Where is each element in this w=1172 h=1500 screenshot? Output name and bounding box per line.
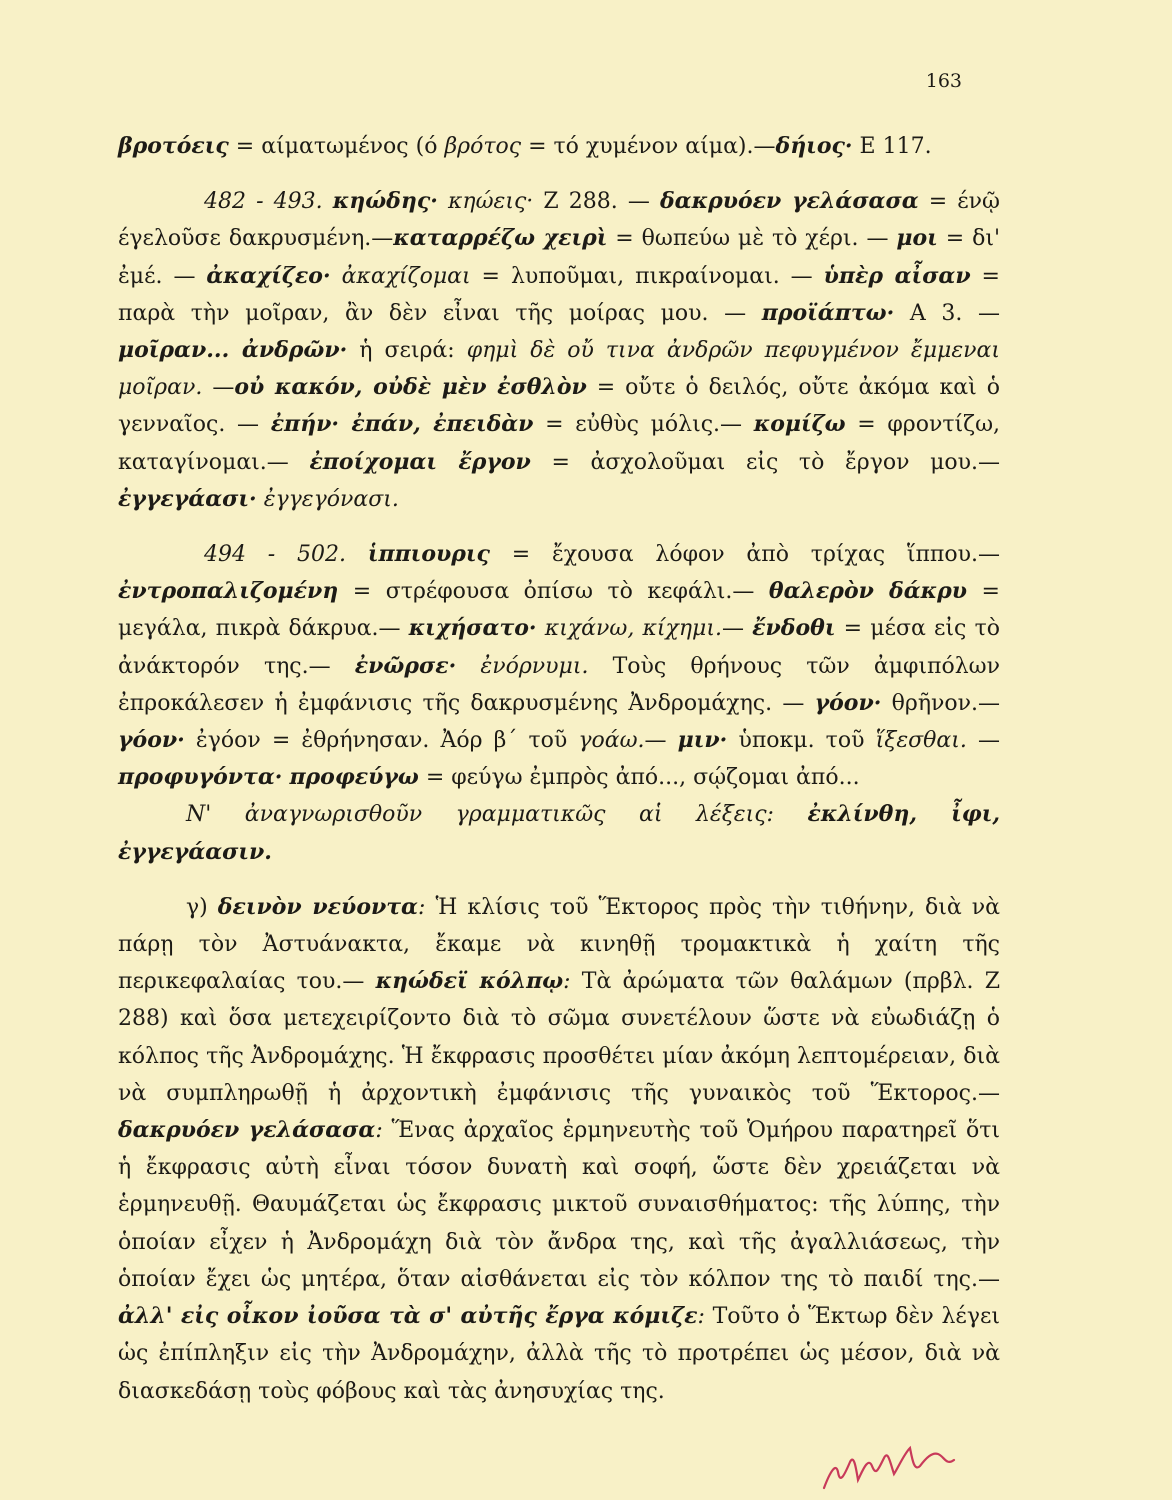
lemma: μιν· — [677, 727, 728, 754]
handwritten-signature — [820, 1432, 980, 1494]
text-run: = ἀσχολοῦμαι εἰς τὸ ἔργον μου.— — [530, 449, 1000, 475]
text-run: = θωπεύω μὲ τὸ χέρι. — — [607, 226, 897, 252]
text-run: — — [202, 375, 235, 401]
italic-text: ἐγγεγόνασι. — [263, 486, 399, 512]
lemma: ἐκλίνθη, ἶφι, ἐγγεγάασιν. — [118, 801, 1000, 865]
lemma: ἐπήν· ἐπάν, ἐπειδὰν — [270, 411, 534, 438]
lemma: κηώδεϊ κόλπῳ — [375, 968, 564, 995]
text-run — [774, 802, 807, 827]
text-run — [438, 189, 448, 214]
lemma: ἐποίχομαι ἔργον — [309, 448, 531, 475]
text-run — [331, 264, 342, 289]
text-run: = εὐθὺς μόλις.— — [533, 412, 754, 438]
lemma: ἀλλ' εἰς οἶκον ἰοῦσα τὰ σ' αὐτῆς ἔργα κόμιζε — [118, 1303, 698, 1330]
lemma: οὐ κακόν, οὐδὲ μὲν ἐσθλὸν — [234, 374, 587, 401]
text-run — [537, 616, 545, 641]
lemma: προφυγόντα· — [118, 764, 283, 791]
italic-text: φημὶ δὲ οὔ τινα ἀνδρῶν πεφυγμένον ἔμμεναι μοῖραν. — [118, 338, 1000, 401]
text-run: ἐγόον = ἐθρήνησαν. Ἀόρ β´ τοῦ — [184, 728, 579, 754]
italic-text: ἀκαχίζομαι — [341, 263, 471, 289]
text-run — [456, 654, 480, 679]
italic-text: βρότος — [444, 134, 522, 159]
lemma: μοι — [896, 225, 938, 252]
lemma: ἀκαχίζεο· — [206, 262, 331, 289]
lemma: βροτόεις — [118, 133, 229, 159]
text-run: = ἔχουσα λόφον ἀπὸ τρίχας ἵππου.— — [489, 542, 1000, 568]
text-run: = τό χυμένον αίμα).— — [521, 134, 776, 159]
italic-text: : — [375, 1118, 383, 1144]
lemma: ἐγγεγάασι· — [118, 485, 257, 512]
italic-text: γοάω. — [578, 728, 645, 754]
lemma: προφεύγω — [289, 764, 419, 791]
text-run: = μεγάλα, πικρὰ δάκρυα.— — [118, 579, 1000, 642]
text-run: ἡ σειρά: — [347, 338, 467, 364]
lemma: δεινὸν νεύοντα — [217, 893, 418, 920]
text-run: Τοῦτο ὁ Ἕκτωρ δὲν λέγει ὡς ἐπίπληξιν εἰς τὴν Ἀνδρομάχην, ἀλλὰ τῆς τὸ προτρέπει ὡς μέσον, διὰ νὰ διασκεδάσῃ τοὺς φόβους καὶ τὰς ἀνησυχίας της. — [118, 1304, 1000, 1404]
lemma: θαλερὸν δάκρυ — [768, 578, 968, 605]
lemma: καταρρέζω χειρὶ — [393, 225, 608, 252]
text-run: γ) — [186, 894, 218, 920]
italic-text: κηώεις· — [448, 189, 534, 215]
text-run: = παρὰ τὴν μοῖραν, ἂν δὲν εἶναι τῆς μοίρας μου. — — [118, 263, 1000, 326]
text-run: — — [966, 728, 1001, 754]
lemma: δήιος· — [775, 133, 853, 159]
paragraph — [118, 889, 1000, 1410]
paragraph — [118, 536, 1000, 796]
text-run: θρῆνον.— — [881, 690, 1000, 716]
lemma: προϊάπτω· — [761, 299, 895, 326]
italic-text: 494 - 502. — [204, 542, 347, 568]
text-run: = οὔτε ὁ δειλός, οὔτε ἀκόμα καὶ ὁ γενναῖος. — — [118, 375, 1000, 438]
text-run: = φροντίζω, καταγίνομαι.— — [118, 412, 1000, 475]
text-run: = αίματωμένος (ό — [228, 134, 445, 159]
paragraph — [118, 128, 1000, 165]
lemma: γόον· — [814, 689, 882, 716]
lemma: κιχήσατο· — [408, 615, 537, 642]
italic-text: 482 - 493. — [204, 189, 323, 215]
italic-text: : — [563, 969, 571, 995]
lemma: ἐντροπαλιζομένη — [118, 578, 339, 605]
italic-text: ἐνόρνυμι. — [480, 653, 589, 679]
lemma: κηώδης· — [332, 188, 438, 215]
text-run: = στρέφουσα ὀπίσω τὸ κεφάλι.— — [338, 579, 769, 605]
page-number: 163 — [925, 70, 962, 92]
text-run: Ἕνας ἀρχαῖος ἑρμηνευτὴς τοῦ Ὁμήρου παρατηρεῖ ὅτι ἡ ἔκφρασις αὐτὴ εἶναι τόσον δυνατὴ καὶ σοφή, ὥστε δὲν χρειάζεται νὰ ἑρμηνευθῇ. Θαυμάζεται ὡς ἔκφρασις μικτοῦ συναισθήματος: τῆς λύπης, τὴν ὁποίαν εἶχεν ἡ Ἀνδρομάχη διὰ τὸν ἄνδρα της, καὶ τῆς ἀγαλλιάσεως, τὴν ὁποίαν ἔχει ὡς μητέρα, ὅταν αἰσθάνεται εἰς τὸν κόλπον της τὸ παιδί της.— — [118, 1118, 1001, 1292]
text-run: = φεύγω ἐμπρὸς ἀπό..., σῴζομαι ἀπό... — [418, 765, 860, 791]
text-run: Ζ 288. — — [533, 189, 660, 215]
text-run — [346, 542, 368, 567]
lemma: ἱππιουρις — [367, 541, 490, 568]
text-run: — — [644, 728, 678, 754]
lemma: ὑπὲρ αἶσαν — [823, 262, 971, 289]
text-run: = ένῷ έγελοῦσε δακρυσμένη.— — [118, 189, 1000, 252]
text-run: Ἡ κλίσις τοῦ Ἕκτορος πρὸς τὴν τιθήνην, διὰ νὰ πάρῃ τὸν Ἀστυάνακτα, ἔκαμε νὰ κινηθῇ τρομακτικὰ ἡ χαίτη τῆς περικεφαλαίας του.— — [118, 894, 1001, 995]
italic-text: : — [697, 1304, 705, 1330]
lemma: δακρυόεν γελάσασα — [660, 188, 919, 215]
italic-text: κιχάνω, κίχημι. — [544, 616, 722, 642]
lemma: ἐνῶρσε· — [354, 652, 457, 679]
text-run — [257, 487, 264, 512]
lemma: μοῖραν... ἀνδρῶν· — [118, 337, 348, 364]
paragraph — [118, 183, 1000, 518]
text-run: Τὰ ἀρώματα τῶν θαλάμων (πρβλ. Ζ 288) καὶ ὅσα μετεχειρίζοντο διὰ τὸ σῶμα συνετέλουν ὥστε νὰ εὐωδιάζῃ ὁ κόλπος τῆς Ἀνδρομάχης. Ἡ ἔκφρασις προσθέτει μίαν ἀκόμη λεπτομέρειαν, διὰ νὰ συμπληρωθῇ ἡ ἀρχοντικὴ ἐμφάνισις τῆς γυναικὸς τοῦ Ἕκτορος.— — [118, 969, 1000, 1106]
lemma: δακρυόεν γελάσασα — [118, 1117, 376, 1144]
text-run: Α 3. — — [894, 300, 1000, 326]
italic-text: Ν' ἀναγνωρισθοῦν γραμματικῶς αἱ λέξεις: — [186, 802, 774, 828]
commentary-text — [118, 128, 1000, 1410]
text-run: = μέσα εἰς τὸ ἀνάκτορόν της.— — [118, 616, 1000, 679]
lemma: γόον· — [118, 727, 185, 754]
text-run: Ε 117. — [852, 134, 932, 159]
text-run: Τοὺς θρήνους τῶν ἀμφιπόλων ἐπροκάλεσεν ἡ ἐμφάνισις τῆς δακρυσμένης Ἀνδρομάχης. — — [118, 653, 1000, 716]
lemma: ἔνδοθι — [752, 615, 836, 642]
text-run: ὑποκμ. τοῦ — [727, 728, 876, 754]
text-run: = δι' ἐμέ. — — [118, 226, 1000, 289]
italic-text: ἵξεσθαι. — [875, 728, 967, 754]
paragraph — [118, 796, 1000, 870]
text-run: = λυποῦμαι, πικραίνομαι. — — [470, 263, 824, 289]
italic-text: : — [418, 894, 426, 920]
text-run — [323, 189, 333, 214]
text-run: — — [721, 616, 753, 642]
lemma: κομίζω — [753, 411, 846, 438]
